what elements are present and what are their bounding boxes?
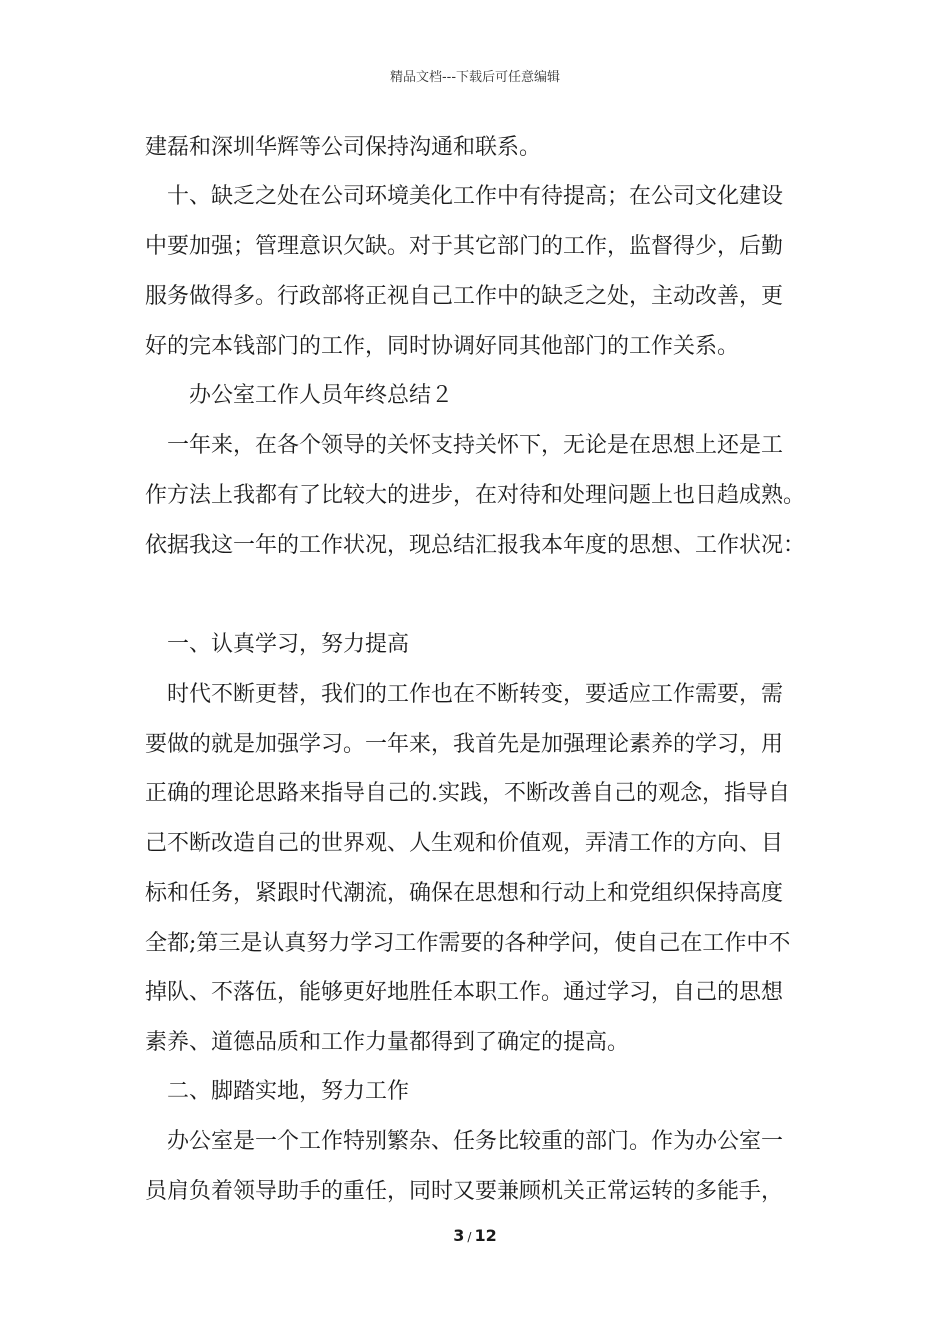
- text-line: 作方法上我都有了比较大的进步，在对待和处理问题上也日趋成熟。: [145, 483, 806, 508]
- subheading: 一、认真学习，努力提高: [145, 632, 410, 657]
- page-separator: /: [467, 1230, 472, 1244]
- text-line: 一年来，在各个领导的关怀支持关怀下，无论是在思想上还是工: [145, 433, 784, 458]
- text-line: 员肩负着领导助手的重任，同时又要兼顾机关正常运转的多能手，: [145, 1179, 784, 1204]
- text-line: 服务做得多。行政部将正视自己工作中的缺乏之处，主动改善，更: [145, 284, 784, 309]
- text-line: 己不断改造自己的世界观、人生观和价值观，弄清工作的方向、目: [145, 831, 784, 856]
- text-line: 标和任务，紧跟时代潮流，确保在思想和行动上和党组织保持高度: [145, 881, 784, 906]
- text-line: 十、缺乏之处在公司环境美化工作中有待提高；在公司文化建设: [145, 184, 784, 209]
- text-line: 好的完本钱部门的工作，同时协调好同其他部门的工作关系。: [145, 334, 740, 359]
- total-pages: 12: [474, 1226, 497, 1245]
- current-page: 3: [453, 1226, 465, 1245]
- text-line: 要做的就是加强学习。一年来，我首先是加强理论素养的学习，用: [145, 732, 784, 757]
- page-number: [0, 1226, 950, 1245]
- text-line: 中要加强；管理意识欠缺。对于其它部门的工作，监督得少，后勤: [145, 234, 784, 259]
- text-line: 正确的理论思路来指导自己的.实践，不断改善自己的观念，指导自: [145, 781, 790, 806]
- text-line: 掉队、不落伍，能够更好地胜任本职工作。通过学习，自己的思想: [145, 980, 784, 1005]
- text-line: 依据我这一年的工作状况，现总结汇报我本年度的思想、工作状况：: [145, 533, 806, 558]
- text-line: 时代不断更替，我们的工作也在不断转变，要适应工作需要，需: [145, 682, 784, 707]
- text-line: 办公室是一个工作特别繁杂、任务比较重的部门。作为办公室一: [145, 1129, 784, 1154]
- text-line: 素养、道德品质和工作力量都得到了确定的提高。: [145, 1030, 630, 1055]
- section-title: 办公室工作人员年终总结２: [145, 383, 454, 408]
- page-header: 精品文档---下载后可任意编辑: [389, 70, 561, 85]
- text-line: 建磊和深圳华辉等公司保持沟通和联系。: [145, 135, 542, 160]
- text-line: 全都;第三是认真努力学习工作需要的各种学问，使自己在工作中不: [145, 931, 791, 956]
- subheading: 二、脚踏实地，努力工作: [145, 1079, 410, 1104]
